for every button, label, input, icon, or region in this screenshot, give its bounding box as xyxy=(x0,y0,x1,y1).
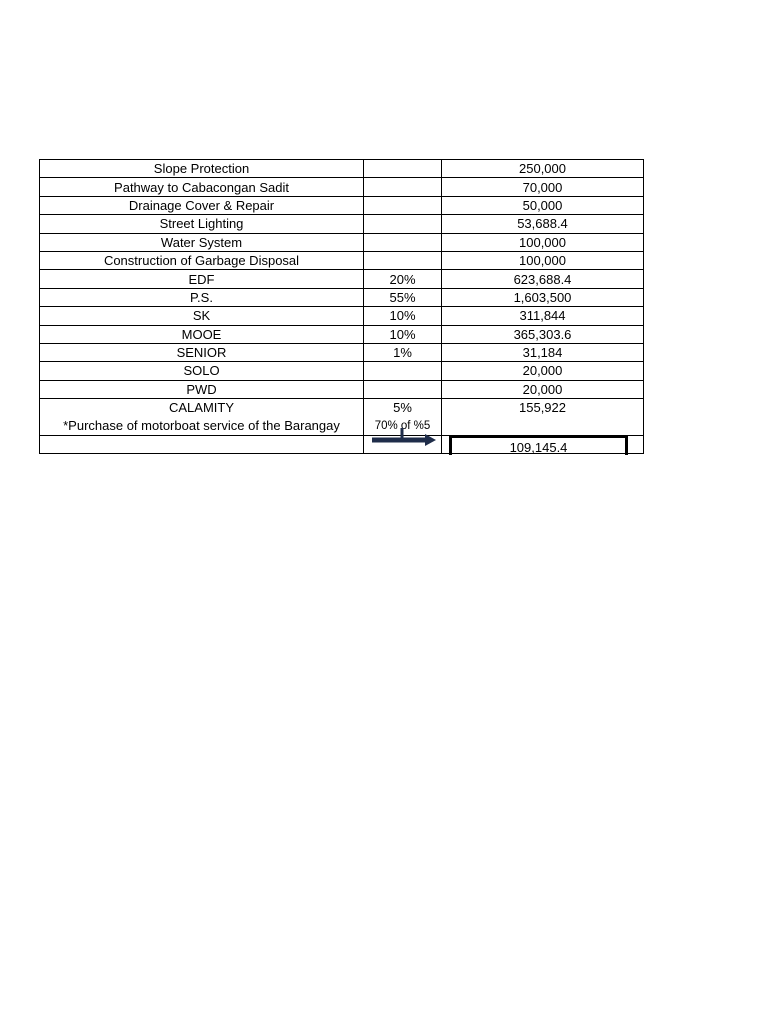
item-cell[interactable]: MOOE xyxy=(40,325,364,343)
amount-cell[interactable]: 1,603,500 xyxy=(442,288,644,306)
budget-table xyxy=(39,159,644,454)
item-cell[interactable]: P.S. xyxy=(40,288,364,306)
table-row xyxy=(40,288,644,306)
table-row xyxy=(40,215,644,233)
item-cell[interactable]: PWD xyxy=(40,380,364,398)
amount-cell[interactable]: 250,000 xyxy=(442,160,644,178)
motorboat-percent-note: 70% of %5 xyxy=(374,420,431,433)
item-cell[interactable]: Pathway to Cabacongan Sadit xyxy=(40,178,364,196)
table-row xyxy=(40,160,644,178)
amount-cell[interactable]: 70,000 xyxy=(442,178,644,196)
percent-cell[interactable] xyxy=(364,362,442,380)
table-row xyxy=(40,178,644,196)
motorboat-amount: 109,145.4 xyxy=(449,435,628,455)
percent-cell[interactable] xyxy=(364,160,442,178)
item-cell[interactable]: SOLO xyxy=(40,362,364,380)
item-cell[interactable]: SENIOR xyxy=(40,343,364,361)
percent-cell[interactable] xyxy=(364,251,442,269)
table-row xyxy=(40,362,644,380)
item-cell[interactable]: Construction of Garbage Disposal xyxy=(40,251,364,269)
amount-cell[interactable]: 53,688.4 xyxy=(442,215,644,233)
table-row xyxy=(40,196,644,214)
percent-cell[interactable] xyxy=(364,178,442,196)
calamity-amount: 155,922 xyxy=(519,400,566,416)
item-cell[interactable]: Slope Protection xyxy=(40,160,364,178)
amount-cell[interactable]: 623,688.4 xyxy=(442,270,644,288)
item-cell[interactable] xyxy=(40,436,364,454)
item-cell[interactable]: SK xyxy=(40,307,364,325)
percent-cell[interactable] xyxy=(364,215,442,233)
calamity-row xyxy=(40,399,644,436)
amount-cell[interactable]: 50,000 xyxy=(442,196,644,214)
item-cell[interactable]: EDF xyxy=(40,270,364,288)
table-row xyxy=(40,270,644,288)
table-row xyxy=(40,307,644,325)
motorboat-label: *Purchase of motorboat service of the Barangay xyxy=(63,418,340,434)
percent-cell[interactable] xyxy=(364,196,442,214)
amount-cell[interactable]: 100,000 xyxy=(442,251,644,269)
table-row xyxy=(40,251,644,269)
table-body xyxy=(40,160,644,454)
calamity-amount-cell[interactable] xyxy=(442,399,644,456)
percent-cell[interactable]: 55% xyxy=(364,288,442,306)
item-cell[interactable]: Street Lighting xyxy=(40,215,364,233)
calamity-item-cell[interactable] xyxy=(40,399,364,436)
amount-cell[interactable]: 20,000 xyxy=(442,362,644,380)
percent-cell[interactable]: 20% xyxy=(364,270,442,288)
table-row xyxy=(40,343,644,361)
amount-cell[interactable]: 20,000 xyxy=(442,380,644,398)
calamity-percent-cell[interactable] xyxy=(364,399,442,436)
percent-cell[interactable]: 10% xyxy=(364,307,442,325)
calamity-label: CALAMITY xyxy=(168,400,234,416)
percent-cell[interactable] xyxy=(364,233,442,251)
percent-cell[interactable] xyxy=(364,380,442,398)
table-row xyxy=(40,233,644,251)
amount-cell[interactable]: 31,184 xyxy=(442,343,644,361)
amount-cell[interactable]: 365,303.6 xyxy=(442,325,644,343)
item-cell[interactable]: Water System xyxy=(40,233,364,251)
item-cell[interactable]: Drainage Cover & Repair xyxy=(40,196,364,214)
percent-cell[interactable]: 1% xyxy=(364,343,442,361)
table-row xyxy=(40,380,644,398)
right-arrow-icon xyxy=(369,428,437,450)
amount-cell[interactable]: 100,000 xyxy=(442,233,644,251)
table-row xyxy=(40,325,644,343)
calamity-percent: 5% xyxy=(393,400,412,416)
percent-cell[interactable]: 10% xyxy=(364,325,442,343)
amount-cell[interactable]: 311,844 xyxy=(442,307,644,325)
